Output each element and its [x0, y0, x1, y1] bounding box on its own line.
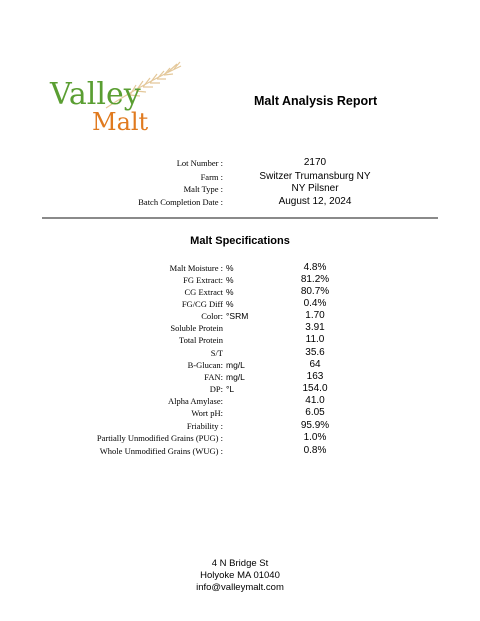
spec-row	[0, 298, 480, 310]
spec-label: FG Extract:	[183, 275, 223, 285]
lot-row	[0, 183, 480, 195]
spec-unit: °SRM	[226, 311, 249, 321]
spec-value: 163	[306, 371, 324, 382]
logo-valley-text: Valley	[50, 77, 141, 112]
spec-label: Whole Unmodified Grains (WUG) :	[99, 446, 223, 456]
specs-title: Malt Specifications	[190, 235, 290, 247]
spec-row	[0, 432, 480, 444]
spec-value: 64	[309, 359, 321, 370]
lot-label: Malt Type :	[183, 184, 223, 194]
spec-row	[0, 274, 480, 286]
spec-label: CG Extract	[184, 287, 223, 297]
spec-value: 11.0	[305, 334, 325, 345]
spec-row	[0, 262, 480, 274]
lot-row	[0, 171, 480, 183]
spec-unit: mg/L	[226, 360, 245, 370]
lot-value: Switzer Trumansburg NY	[259, 171, 371, 182]
footer-street: 4 N Bridge St	[211, 558, 269, 569]
spec-row	[0, 445, 480, 457]
spec-value: 0.8%	[303, 445, 327, 456]
lot-label: Lot Number :	[176, 158, 223, 168]
spec-unit: %	[226, 263, 234, 273]
spec-label: Wort pH:	[191, 408, 223, 418]
spec-label: B-Glucan:	[187, 360, 223, 370]
spec-label: Friability :	[186, 421, 223, 431]
spec-row	[0, 347, 480, 359]
footer-email[interactable]: info@valleymalt.com	[196, 582, 284, 593]
logo-malt-text: Malt	[92, 108, 149, 136]
spec-label: Color:	[201, 311, 223, 321]
footer-city: Holyoke MA 01040	[200, 570, 280, 581]
lot-row	[0, 196, 480, 208]
spec-label: Partially Unmodified Grains (PUG) :	[96, 433, 223, 443]
spec-row	[0, 395, 480, 407]
lot-label: Batch Completion Date :	[138, 197, 223, 207]
spec-value: 4.8%	[303, 262, 327, 273]
lot-value: NY Pilsner	[291, 183, 339, 194]
spec-value: 154.0	[302, 383, 328, 394]
spec-row	[0, 334, 480, 346]
spec-value: 81.2%	[300, 274, 330, 285]
spec-value: 1.70	[305, 310, 325, 321]
spec-label: Soluble Protein	[170, 323, 223, 333]
spec-row	[0, 420, 480, 432]
spec-row	[0, 286, 480, 298]
spec-row	[0, 322, 480, 334]
lot-label: Farm :	[200, 172, 223, 182]
spec-unit: %	[226, 287, 234, 297]
spec-label: DP:	[209, 384, 223, 394]
section-divider	[42, 217, 438, 219]
spec-label: S/T	[210, 348, 223, 358]
lot-value: 2170	[303, 157, 327, 168]
spec-unit: %	[226, 299, 234, 309]
lot-row	[0, 157, 480, 169]
spec-row	[0, 371, 480, 383]
lot-value: August 12, 2024	[278, 196, 352, 207]
spec-value: 0.4%	[303, 298, 327, 309]
report-title: Malt Analysis Report	[254, 94, 378, 108]
spec-label: Malt Moisture :	[169, 263, 223, 273]
valley-malt-logo	[46, 60, 186, 140]
spec-value: 3.91	[305, 322, 325, 333]
spec-row	[0, 310, 480, 322]
spec-value: 35.6	[305, 347, 325, 358]
spec-row	[0, 383, 480, 395]
spec-value: 6.05	[305, 407, 325, 418]
spec-label: Total Protein	[178, 335, 223, 345]
spec-value: 1.0%	[303, 432, 327, 443]
spec-unit: mg/L	[226, 372, 245, 382]
spec-unit: °L	[226, 384, 235, 394]
spec-label: FAN:	[204, 372, 223, 382]
spec-row	[0, 407, 480, 419]
spec-unit: %	[226, 275, 234, 285]
spec-value: 95.9%	[300, 420, 330, 431]
spec-value: 41.0	[305, 395, 325, 406]
spec-row	[0, 359, 480, 371]
spec-label: FG/CG Diff	[181, 299, 223, 309]
spec-label: Alpha Amylase:	[167, 396, 223, 406]
spec-value: 80.7%	[300, 286, 330, 297]
